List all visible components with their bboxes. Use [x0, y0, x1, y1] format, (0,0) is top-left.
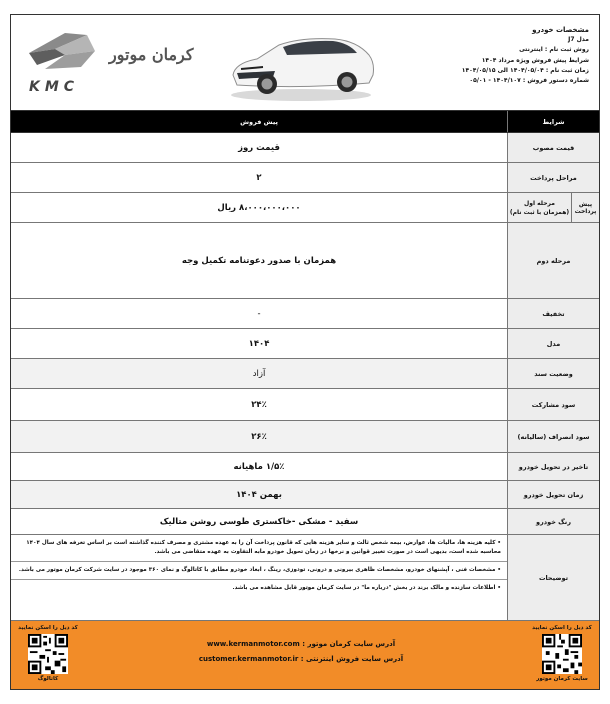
- sheet-header: [11, 15, 599, 111]
- first-stage-label: [507, 193, 571, 222]
- footer-bar: [11, 621, 599, 689]
- price-sheet: [10, 14, 600, 690]
- approved-price-value: قیمت روز: [238, 142, 280, 153]
- notes-list: [11, 535, 507, 620]
- payment-stages-label: مراحل پرداخت: [507, 163, 599, 192]
- website-link[interactable]: www.kermanmotor.com: [206, 640, 300, 648]
- table-row: [11, 453, 599, 481]
- table-row: [11, 421, 599, 453]
- sales-label: آدرس سایت فروش اینترنتی :: [300, 655, 404, 663]
- approved-price-label: قیمت مصوب: [507, 133, 599, 162]
- delivery-delay-value: ۱/۵٪ ماهیانه: [233, 461, 285, 472]
- partnership-profit-value: ۲۴٪: [251, 399, 267, 410]
- note-item: • اطلاعات سازنده و مالک برند در بخش "درباره ما" در سایت کرمان موتور قابل مشاهده می باشد.: [232, 585, 501, 591]
- discount-value: -: [257, 308, 261, 319]
- header-conditions: شرایط: [507, 111, 599, 132]
- website-label-bottom: سایت کرمان موتور: [536, 676, 588, 682]
- note-item: • کلیه هزینه ها، مالیات ها، عوارض، بیمه شخص ثالث و سایر هزینه هایی که قانون پرداخت آن را به عهده مشتری و مصرف کننده گذاشته است بر اساس تعرفه های سال ۱۴۰۴ محاسبه شده است، بدیهی است در صورت تغییر قوانین و نرخها در زمان تحویل خودرو مابه التفاوت به عهده متقاضی می باشد.: [11, 535, 507, 562]
- table-row: [11, 163, 599, 193]
- notes-label: توضیحات: [507, 535, 599, 620]
- info-circular: شماره دستور فروش : ۱۴۰۴/۱۰۷ - ۰۵/۰۱: [469, 77, 589, 85]
- delivery-time-label: زمان تحویل خودرو: [507, 481, 599, 508]
- withdrawal-profit-label: سود انصراف (سالیانه): [507, 421, 599, 452]
- info-model: مدل J7: [568, 36, 589, 44]
- colors-label: رنگ خودرو: [507, 509, 599, 534]
- first-stage-label-line1: مرحله اول: [524, 199, 555, 207]
- first-stage-label-line2: (همزمان با ثبت نام): [509, 208, 570, 216]
- model-value: ۱۴۰۴: [248, 338, 270, 349]
- table-row: [11, 299, 599, 329]
- delivery-time-value: بهمن ۱۴۰۴: [11, 481, 507, 508]
- colors-value: سفید - مشکی -خاکستری طوسی روشن متالیک: [159, 516, 359, 527]
- payment-stages-value: ۲: [256, 172, 262, 183]
- catalog-qr-caption: کد ذیل را اسکن نمایید: [18, 625, 78, 631]
- document-status-value: آزاد: [11, 359, 507, 388]
- partnership-profit-label: سود مشارکت: [507, 389, 599, 420]
- withdrawal-profit-value: ۲۶٪: [11, 421, 507, 452]
- delivery-delay-label: تاخیر در تحویل خودرو: [507, 453, 599, 480]
- notes-row: [11, 535, 599, 621]
- table-row: [11, 359, 599, 389]
- info-title: مشخصات خودرو: [532, 26, 589, 34]
- header-presale: پیش فروش: [240, 117, 278, 126]
- table-row: [11, 481, 599, 509]
- first-stage-value: ۸،۰۰۰،۰۰۰،۰۰۰ ریال: [217, 202, 301, 213]
- table-row: [11, 329, 599, 359]
- footer-addresses: [151, 637, 451, 667]
- table-row: [11, 509, 599, 535]
- website-label: آدرس سایت کرمان موتور :: [302, 640, 396, 648]
- info-dates: زمان ثبت نام : ۱۴۰۴/۰۵/۰۴ الی ۱۴۰۴/۰۵/۱۵: [461, 66, 589, 74]
- table-row: [11, 193, 599, 223]
- vehicle-info: [389, 25, 589, 86]
- kerman-motor-logo: [21, 29, 201, 101]
- sales-line: [151, 652, 451, 667]
- second-stage-label: مرحله دوم: [507, 223, 599, 298]
- kmc-wordmark: KMC: [29, 79, 80, 95]
- brand-wordmark: کرمان موتور: [109, 45, 194, 64]
- discount-label: تخفیف: [507, 299, 599, 328]
- note-item: • مشخصات فنی ، آپشنهای خودرو، مشخصات ظاهری بیرونی و درونی، تودوزی، رینگ ، ابعاد خودرو مطابق با کاتالوگ و نمای ۳۶۰ موجود در سایت شرکت کرمان موتور می باشد.: [11, 562, 507, 580]
- table-row: [11, 389, 599, 421]
- website-qr-code-icon[interactable]: [542, 634, 582, 674]
- sales-link[interactable]: customer.kermanmotor.ir: [198, 655, 299, 663]
- table-header-row: [11, 111, 599, 133]
- catalog-qr-block[interactable]: [15, 625, 81, 685]
- car-photo: [223, 29, 379, 103]
- table-row: [11, 223, 599, 299]
- prepayment-label: پیش پرداخت: [571, 193, 599, 222]
- info-method: روش ثبت نام : اینترنتی: [519, 46, 589, 54]
- second-stage-value: همزمان با صدور دعوتنامه تکمیل وجه: [181, 255, 337, 266]
- kmc-emblem-icon: [25, 31, 97, 71]
- website-line: [151, 637, 451, 652]
- table-row: [11, 133, 599, 163]
- website-qr-caption: کد ذیل را اسکن نمایید: [532, 625, 592, 631]
- catalog-label: کاتالوگ: [37, 676, 59, 682]
- model-label: مدل: [507, 329, 599, 358]
- website-qr-block[interactable]: [529, 625, 595, 685]
- catalog-qr-code-icon[interactable]: [28, 634, 68, 674]
- document-status-label: وضعیت سند: [507, 359, 599, 388]
- info-terms: شرایط پیش فروش ویژه مرداد ۱۴۰۴: [481, 56, 589, 64]
